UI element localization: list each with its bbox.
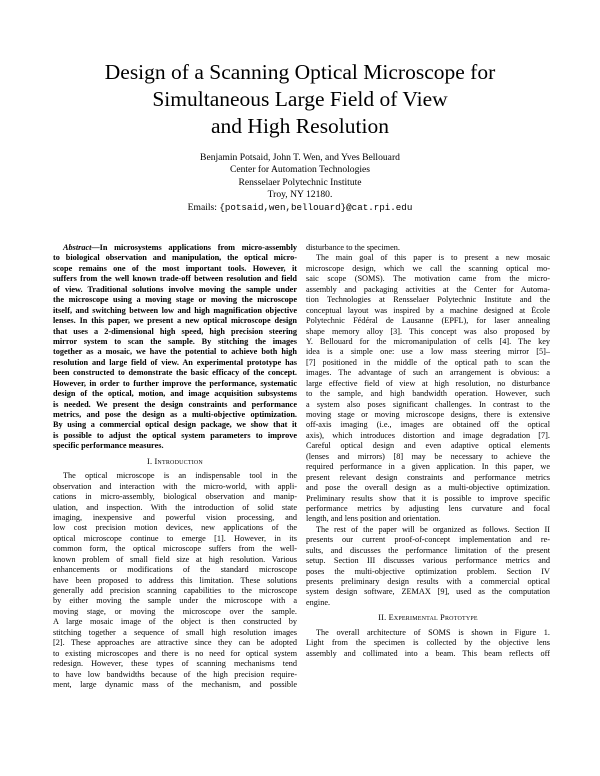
body-line: engine. (306, 597, 331, 607)
body-line: to the sample, and high bandwidth operation. However, such (306, 389, 550, 399)
section-heading-introduction: I. Introduction (147, 456, 203, 466)
body-line: The overall architecture of SOMS is shown in Figure 1. (316, 627, 550, 637)
abstract-line: itself, and switching between low and high magnification objective (53, 305, 297, 315)
body-line: optical microscope continue to emerge [1]. However, in its (53, 533, 297, 543)
affiliation-line: Troy, NY 12180. (267, 189, 333, 201)
paragraph-organization (306, 525, 550, 609)
body-line: to have low bandwidths because of the high precision require- (53, 669, 297, 679)
abstract-line: suffers from the well known trade-off between resolution and field (53, 274, 297, 284)
title-line: and High Resolution (211, 114, 389, 138)
body-line: length, and lens position and orientation. (306, 514, 441, 524)
body-line: images. The advantage of such an arrangement is obvious: a (306, 368, 550, 378)
emails-value: {potsaid,wen,bellouard}@cat.rpi.edu (219, 201, 413, 213)
abstract-line: mirror system to scan the sample. By stitching the images (53, 336, 297, 346)
body-line: [7] positioned in the middle of the optical path to scan the (306, 357, 550, 367)
body-line: to existing microscopes and there is no need for optical system (53, 648, 297, 658)
body-line: performance metrics by adjusting lens curvature and focal (306, 503, 550, 513)
author-block (60, 152, 540, 214)
body-line: The rest of the paper will be organized as follows. Section II (316, 524, 550, 534)
body-line: common form, the optical microscope suffers from the well- (53, 544, 297, 554)
affiliation-line: Rensselaer Polytechnic Institute (238, 176, 362, 188)
body-line: conceptual layout was inspired by a machine designed at École (306, 305, 550, 315)
body-line: idea is a simple one: use a low mass steering mirror [5]– (306, 347, 550, 357)
body-line: stitching together a sequence of small high resolution images (53, 627, 297, 637)
body-line: system design software, ZEMAX [9], used as the computation (306, 587, 550, 597)
title-line: Simultaneous Large Field of View (152, 87, 448, 111)
paper-title (40, 59, 560, 140)
body-line: setup. Section III discusses various performance metrics and (306, 556, 550, 566)
body-line: The main goal of this paper is to present a new mosaic (316, 253, 550, 263)
body-line: low cost precision motion devices, new applications of the (53, 523, 297, 533)
abstract-line: to biological observation and manipulation, the optical micro- (53, 253, 297, 263)
body-line: sults, and discusses the performance limitation of the present (306, 545, 550, 555)
abstract-line: metrics, and pose the design as a multi-objective optimization. (53, 410, 297, 419)
body-line: present relevant design constraints and performance metrics (306, 472, 550, 482)
abstract-line: design of the optical, motion, and image acquisition subsystems (53, 389, 297, 399)
abstract-line: By using a commercial optical design package, we show that it (53, 420, 297, 430)
abstract-line (53, 243, 297, 253)
body-line: by either moving the sample under the microscope with a (53, 596, 297, 606)
abstract-line: that uses a 2-dimensional high speed, high precision steering (53, 326, 297, 336)
body-line: poses the multi-objective optimization problem. Section IV (306, 566, 550, 576)
body-line: The optical microscope is an indispensable tool in the (63, 471, 297, 481)
body-line: imaging, inexpensive and powerful vision processing, and (53, 512, 297, 522)
section-heading-experimental-prototype: II. Experimental Prototype (378, 613, 478, 623)
body-line: have been proposed to address this limitation. These solutions (53, 575, 297, 585)
body-line: saic scope (SOMS). The motivation came from the micro- (306, 274, 550, 284)
body-line: A large mosaic image of the object is then constructed by (53, 617, 297, 627)
body-line: and pose the overall design as a multi-objective optimization. (306, 483, 550, 493)
abstract-text: —In microsystems applications from micro-assembly (91, 243, 297, 252)
emails-line (60, 202, 540, 214)
body-line: disturbance to the specimen. (306, 243, 400, 252)
body-line: assembly and packaging activities at the Center for Automa- (306, 284, 550, 294)
author-names: Benjamin Potsaid, John T. Wen, and Yves Bellouard (200, 152, 400, 163)
left-column (53, 243, 297, 690)
body-line: presents our current proof-of-concept implementation and re- (306, 535, 550, 545)
title-line: Design of a Scanning Optical Microscope for (104, 60, 496, 84)
abstract-line: of view. Traditional solutions involve moving the sample under (53, 284, 297, 294)
body-line: off-axis imaging (i.e., images are obtained off the optical (306, 420, 550, 430)
body-line: presents preliminary design results with a commercial optical (306, 577, 550, 586)
body-line: microscope design, which we call the scanning optical mo- (306, 263, 550, 273)
abstract-line: together as a mosaic, we have the potential to achieve both high (53, 347, 297, 357)
body-line: shape memory alloy [3]. This concept was also proposed by (306, 326, 550, 336)
abstract-line: specific performance measures. (53, 441, 164, 451)
body-line: [2]. These approaches are attractive since they can be adopted (53, 638, 297, 648)
affiliation-line: Center for Automation Technologies (229, 164, 371, 176)
body-line: known problem of small field size at high resolution. Various (53, 554, 297, 564)
body-line: enhancements or modifications of the standard microscope (53, 565, 297, 575)
abstract-line: is needed. We present the design constraints and performance (53, 399, 297, 409)
abstract-line: resolution and large field of view. An experimental prototype has (53, 357, 297, 367)
body-line: Careful optical design and even adaptive optical elements (306, 441, 550, 451)
body-line: redesign. However, these types of scanning mechanisms tend (53, 659, 297, 669)
body-line: (lenses and mirrors) [8] may be necessary to achieve the (306, 451, 550, 461)
abstract-line: the microscope using a moving stage or moving the microscope (53, 295, 297, 305)
body-line: moving stage or moving microscope designs, there is extensive (306, 410, 550, 419)
body-line: moving stage, or moving the microscope over the sample. (53, 606, 297, 616)
body-line: Light from the specimen is collected by the objective lens (306, 638, 550, 648)
body-line: tion Technologies at Rensselaer Polytechnic Institute and the (306, 295, 550, 305)
paragraph-main-goal (306, 253, 550, 524)
body-line: assembly and collimated into a beam. This beam reflects off (306, 648, 550, 658)
right-column (306, 243, 550, 659)
body-line: generally add precision scanning capabilities to the microscope (53, 586, 297, 595)
abstract-line: lenses. In this paper, we present a new optical microscope design (53, 316, 297, 326)
emails-label: Emails: (187, 201, 217, 213)
abstract-line: However, in order to further improve the performance, systematic (53, 378, 297, 388)
abstract-label: Abstract (63, 243, 92, 252)
abstract (53, 243, 297, 452)
body-line: observation and interaction with the micro-world, with appli- (53, 481, 297, 491)
body-line: a system also poses significant challenges. In contrast to the (306, 399, 550, 409)
body-line: cations in micro-assembly, biological observation and manip- (53, 492, 297, 502)
paragraph-architecture (306, 628, 550, 659)
body-line: Y. Bellouard for the micromanipulation of cells [4]. The key (306, 336, 550, 346)
body-line: Polytechnic Fédéral de Lausanne (EPFL), for laser annealing (306, 316, 550, 326)
abstract-line: is possible to adjust the optical system parameters to improve (53, 430, 297, 440)
body-line: axis), which introduces distortion and image degradation [7]. (306, 430, 550, 440)
abstract-line: been constructed to demonstrate the basic efficacy of the concept. (53, 368, 297, 378)
abstract-line: scope remains one of the most important tools. However, it (53, 263, 297, 273)
body-line: ment, large dynamic mass of the mechanism, and possible (53, 679, 297, 689)
body-line: ulation, and inspection. With the introduction of solid state (53, 502, 297, 512)
body-line: large effective field of view at high resolution, no disturbance (306, 378, 550, 388)
body-line: required performance in a given application. In this paper, we (306, 462, 550, 472)
introduction-paragraph (53, 471, 297, 690)
body-line: Preliminary results show that it is possible to improve specific (306, 493, 550, 503)
